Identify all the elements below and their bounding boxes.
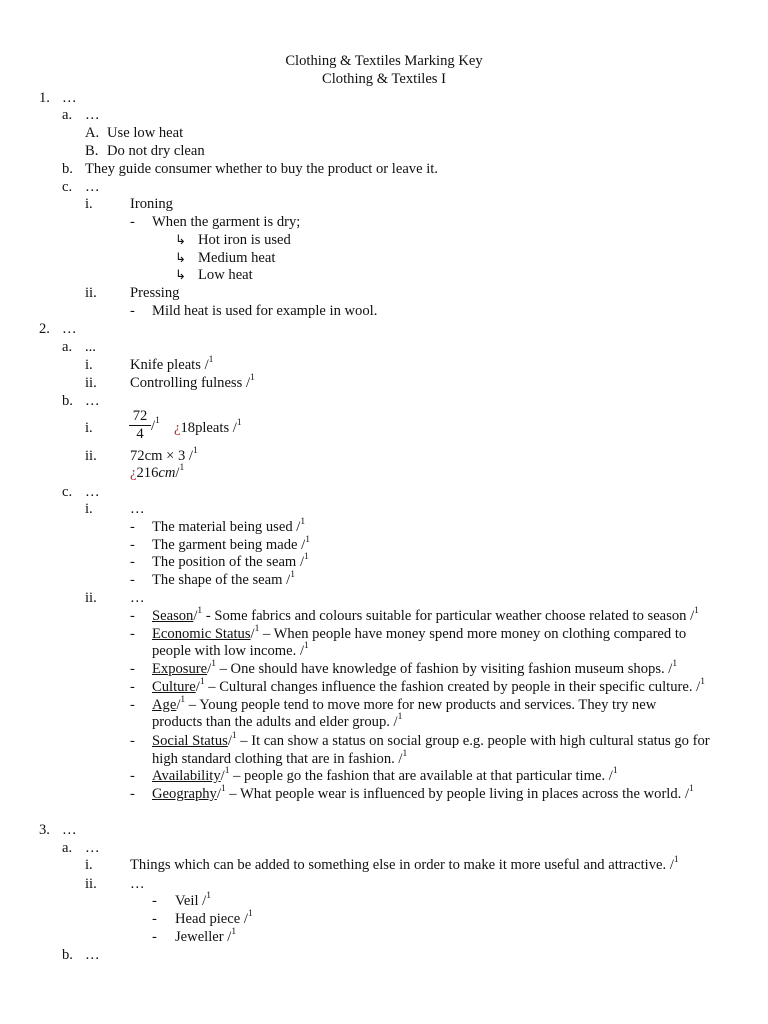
curved-arrow-bullet-icon: ↳ (175, 251, 186, 266)
q1cii-label: ii. (85, 285, 97, 301)
q3-ellipsis: … (62, 822, 77, 838)
q1ci-bullet-3: Low heat (198, 267, 253, 283)
q1aA-text: Use low heat (107, 125, 184, 141)
q1aB-text: Do not dry clean (107, 143, 205, 159)
list-dash: - (130, 661, 135, 677)
list-dash: - (130, 733, 135, 749)
fraction-numerator: 72 (129, 408, 151, 426)
q2bii-answer: 72cm × 3 /$^1$ (130, 446, 198, 464)
q3a-ellipsis: … (85, 840, 100, 856)
list-item: Social Status/$^1$ – It can show a status on social group e.g. people with high cultural status go for (152, 731, 710, 749)
q2b-ellipsis: … (85, 393, 100, 409)
list-item: Head piece /$^1$ (175, 909, 253, 927)
q2aii-label: ii. (85, 375, 97, 391)
q2bi-label: i. (85, 420, 93, 436)
q2aii-answer: Controlling fulness /$^1$ (130, 373, 255, 391)
q2bi-fraction (129, 408, 151, 443)
q2bii-label: ii. (85, 448, 97, 464)
q2c-label: c. (62, 484, 73, 500)
q2ci-label: i. (85, 501, 93, 517)
q2-number: 2. (39, 321, 50, 337)
list-dash: - (130, 537, 135, 553)
list-item: Availability/$^1$ – people go the fashion that are available at that particular time. /$^1$ (152, 766, 618, 784)
q1ci-bullet-1: Hot iron is used (198, 232, 291, 248)
q2bi-result: ¿18pleats /$^1$ (174, 418, 242, 436)
q1-number: 1. (39, 90, 50, 106)
list-dash: - (130, 786, 135, 802)
list-dash: - (130, 519, 135, 535)
q1cii-text: Pressing (130, 285, 180, 301)
list-dash: - (130, 554, 135, 570)
list-item-continuation: people with low income. /$^1$ (152, 641, 309, 659)
q2a-label: a. (62, 339, 73, 355)
q1aB-label: B. (85, 143, 99, 159)
list-item: The material being used /$^1$ (152, 517, 306, 535)
q2-ellipsis: … (62, 321, 77, 337)
list-dash: - (130, 697, 135, 713)
list-item: Age/$^1$ – Young people tend to move more for new products and services. They try new (152, 695, 657, 713)
q1cii-sub: Mild heat is used for example in wool. (152, 303, 378, 319)
list-item: Veil /$^1$ (175, 891, 211, 909)
q2ai-label: i. (85, 357, 93, 373)
q2bii-result: ¿216cm/$^1$ (130, 463, 185, 481)
curved-arrow-bullet-icon: ↳ (175, 268, 186, 283)
q3ai-answer: Things which can be added to something else in order to make it more useful and attractive. /$^1$ (130, 855, 679, 873)
q3aii-label: ii. (85, 876, 97, 892)
q2bi-mark: /$^1$ (151, 416, 160, 434)
list-dash: - (152, 893, 157, 909)
list-item: The position of the seam /$^1$ (152, 552, 309, 570)
q1c-label: c. (62, 179, 73, 195)
list-item: Season/$^1$ - Some fabrics and colours suitable for particular weather choose related to season /$^1$ (152, 606, 699, 624)
q1b-label: b. (62, 161, 73, 177)
list-dash: - (130, 572, 135, 588)
list-dash: - (152, 911, 157, 927)
list-item-continuation: products than the adults and elder group. /$^1$ (152, 712, 403, 730)
q1cii-dash: - (130, 303, 135, 319)
q2ci-ellipsis: … (130, 501, 145, 517)
q3b-ellipsis: … (85, 947, 100, 963)
list-dash: - (152, 929, 157, 945)
list-item: Economic Status/$^1$ – When people have money spend more money on clothing compared to (152, 624, 687, 642)
list-item: Exposure/$^1$ – One should have knowledge of fashion by visiting fashion museum shops. /$^1$ (152, 659, 678, 677)
q3-number: 3. (39, 822, 50, 838)
list-dash: - (130, 768, 135, 784)
list-dash: - (130, 679, 135, 695)
document-subtitle: Clothing & Textiles I (322, 71, 446, 87)
q1ci-text: Ironing (130, 196, 173, 212)
list-dash: - (130, 608, 135, 624)
curved-arrow-bullet-icon: ↳ (175, 233, 186, 248)
q2cii-label: ii. (85, 590, 97, 606)
q1aA-label: A. (85, 125, 100, 141)
q2a-ellipsis: ... (85, 339, 96, 355)
q2c-ellipsis: … (85, 484, 100, 500)
q3ai-label: i. (85, 857, 93, 873)
list-item: The shape of the seam /$^1$ (152, 570, 295, 588)
q2b-label: b. (62, 393, 73, 409)
list-item: The garment being made /$^1$ (152, 535, 310, 553)
q1c-ellipsis: … (85, 179, 100, 195)
q2ai-answer: Knife pleats /$^1$ (130, 355, 214, 373)
list-item: Jeweller /$^1$ (175, 927, 237, 945)
q1a-ellipsis: … (85, 107, 100, 123)
list-item: Geography/$^1$ – What people wear is influenced by people living in places across the world. /$^1$ (152, 784, 694, 802)
q1ci-dash: - (130, 214, 135, 230)
q3aii-ellipsis: … (130, 876, 145, 892)
fraction-denominator: 4 (136, 426, 144, 442)
q1-ellipsis: … (62, 90, 77, 106)
q1ci-bullet-2: Medium heat (198, 250, 276, 266)
document-title: Clothing & Textiles Marking Key (285, 53, 483, 69)
q3a-label: a. (62, 840, 73, 856)
q1b-text: They guide consumer whether to buy the product or leave it. (85, 161, 438, 177)
q2cii-ellipsis: … (130, 590, 145, 606)
q1ci-label: i. (85, 196, 93, 212)
list-item: Culture/$^1$ – Cultural changes influence the fashion created by people in their specific culture. /$^1$ (152, 677, 705, 695)
list-dash: - (130, 626, 135, 642)
q3b-label: b. (62, 947, 73, 963)
q1a-label: a. (62, 107, 73, 123)
list-item-continuation: high standard clothing that are in fashion. /$^1$ (152, 749, 408, 767)
q1ci-sub: When the garment is dry; (152, 214, 301, 230)
